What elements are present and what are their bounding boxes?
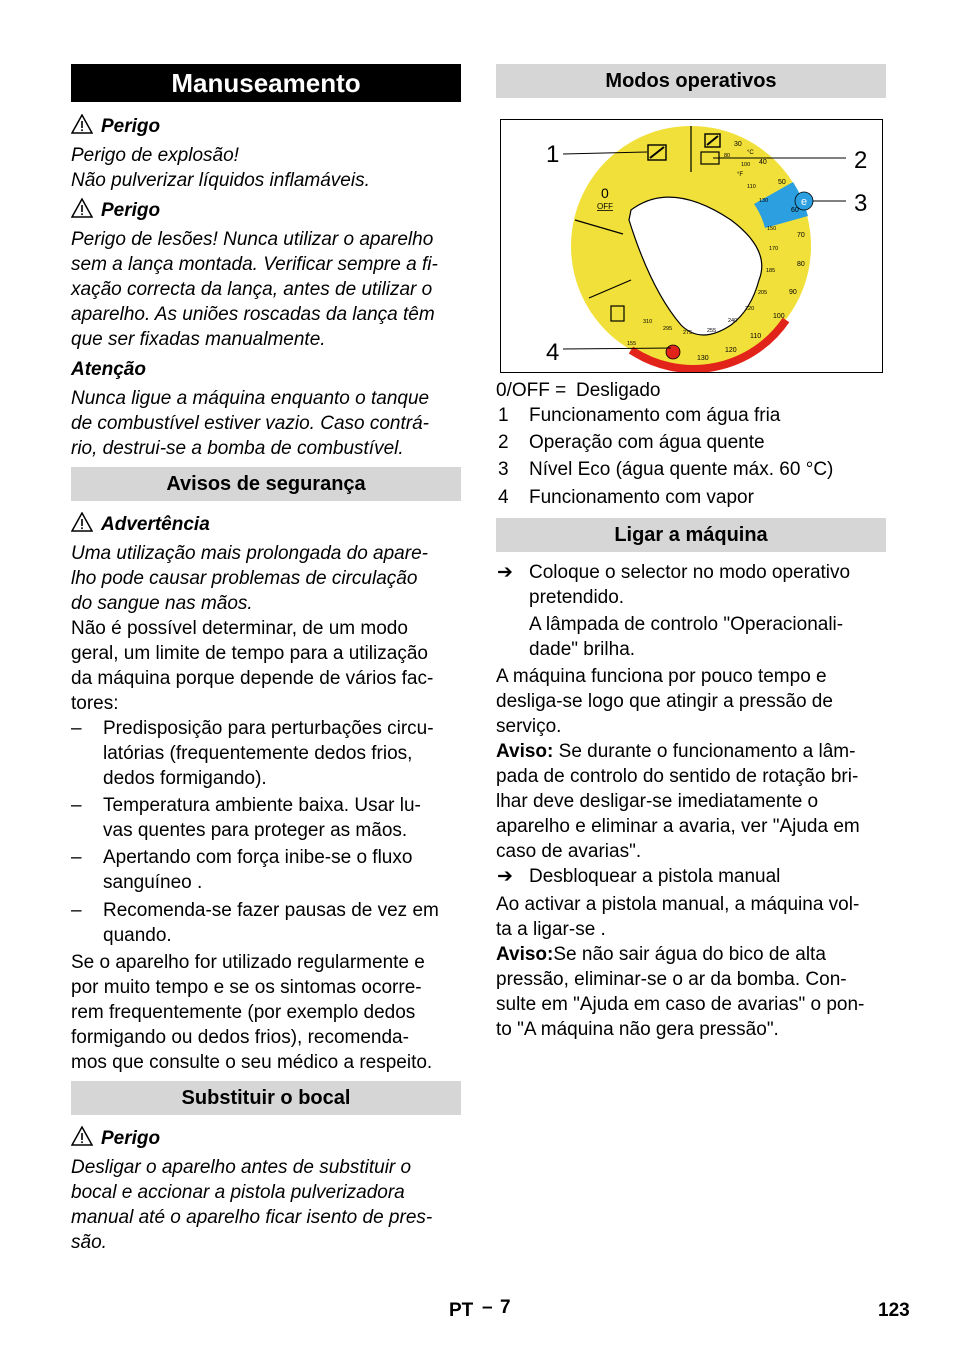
temp-f-label: 110 xyxy=(747,184,756,190)
footer-language: PT xyxy=(449,1300,474,1321)
legend-key: 2 xyxy=(498,432,509,453)
legend-key: 1 xyxy=(498,405,509,426)
footer-dash: – xyxy=(482,1297,493,1318)
list-item: latórias (frequentemente dedos frios, xyxy=(103,743,413,764)
legend-text: Funcionamento com água fria xyxy=(529,405,781,426)
text-line: pressão, eliminar-se o ar da bomba. Con- xyxy=(496,969,847,990)
warning-triangle-icon xyxy=(71,114,93,134)
section-heading-modes: Modos operativos xyxy=(496,64,886,98)
text-line: de combustível estiver vazio. Caso contrá- xyxy=(71,413,429,434)
warning-triangle-icon xyxy=(71,512,93,532)
text-line: sulte em "Ajuda em caso de avarias" o pon- xyxy=(496,994,865,1015)
section-heading-nozzle: Substituir o bocal xyxy=(71,1081,461,1115)
legend-text: Funcionamento com vapor xyxy=(529,487,754,508)
legend-key: 3 xyxy=(498,459,509,480)
legend-key: 4 xyxy=(498,487,509,508)
notice-label: Aviso: xyxy=(496,944,554,965)
temp-c-label: 100 xyxy=(773,313,785,320)
temp-c-label: 90 xyxy=(789,289,797,296)
warning-triangle-icon xyxy=(71,198,93,218)
text-line: Desligar o aparelho antes de substituir o xyxy=(71,1157,412,1178)
text-line: manual até o aparelho ficar isento de pres- xyxy=(71,1207,433,1228)
text-line: Desbloquear a pistola manual xyxy=(529,866,781,887)
text-line: dade" brilha. xyxy=(529,639,636,660)
temp-f-label: 205 xyxy=(758,290,768,296)
notice-text: Se não sair água do bico de alta xyxy=(553,944,826,965)
temp-f-label: 170 xyxy=(769,246,779,252)
list-dash: – xyxy=(71,900,82,921)
text-line: A lâmpada de controlo "Operacionali- xyxy=(529,614,844,635)
off-label: OFF xyxy=(597,202,613,211)
temp-c-label: 130 xyxy=(697,355,709,362)
steam-icon xyxy=(666,345,680,359)
page-title: Manuseamento xyxy=(71,64,461,102)
temp-c-label: 80 xyxy=(797,261,805,268)
text-line: Nunca ligue a máquina enquanto o tanque xyxy=(71,388,430,409)
text-line: Uma utilização mais prolongada do apare- xyxy=(71,543,428,564)
text-line: lhar deve desligar-se imediatamente o xyxy=(496,791,819,812)
legend-text: Nível Eco (água quente máx. 60 °C) xyxy=(529,459,834,480)
text-line: bocal e accionar a pistola pulverizadora xyxy=(71,1182,405,1203)
temp-c-label: 30 xyxy=(734,141,742,148)
text-line: Se o aparelho for utilizado regularmente e xyxy=(71,952,425,973)
warning-label: Advertência xyxy=(101,514,210,535)
temp-f-label: 80 xyxy=(724,153,731,159)
page-number: 123 xyxy=(878,1300,910,1321)
danger-label: Perigo xyxy=(101,116,161,137)
list-item: Temperatura ambiente baixa. Usar lu- xyxy=(103,795,421,816)
temp-c-label: 110 xyxy=(750,333,762,340)
list-item: Apertando com força inibe-se o fluxo xyxy=(103,847,413,868)
arrow-icon: ➔ xyxy=(497,866,513,887)
text-line: pretendido. xyxy=(529,587,625,608)
text-line: ta a ligar-se . xyxy=(496,919,606,940)
list-item: dedos formigando). xyxy=(103,768,267,789)
warning-triangle-icon xyxy=(71,1126,93,1146)
text-line: rem frequentemente (por exemplo dedos xyxy=(71,1002,416,1023)
text-line: são. xyxy=(71,1232,107,1253)
list-item: sanguíneo . xyxy=(103,872,203,893)
danger-label: Perigo xyxy=(101,1128,161,1149)
temp-f-label: 275 xyxy=(683,330,693,336)
text-line: do sangue nas mãos. xyxy=(71,593,253,614)
notice-text: Se durante o funcionamento a lâm- xyxy=(553,741,856,762)
notice-label: Aviso: xyxy=(496,741,554,762)
section-heading-safety: Avisos de segurança xyxy=(71,467,461,501)
list-dash: – xyxy=(71,795,82,816)
temp-f-label: 185 xyxy=(766,268,776,274)
text-line: Ao activar a pistola manual, a máquina vol- xyxy=(496,894,860,915)
text-line: pada de controlo do sentido de rotação bri- xyxy=(496,766,859,787)
danger-heading-3 xyxy=(71,1126,160,1151)
legend-text: Desligado xyxy=(576,380,661,401)
legend-key: 0/OFF = xyxy=(496,380,567,401)
list-item: Recomenda-se fazer pausas de vez em xyxy=(103,900,439,921)
temp-c-label: 50 xyxy=(778,179,786,186)
danger-heading-1 xyxy=(71,114,160,139)
callout-number-1: 1 xyxy=(546,141,560,168)
text-line: Perigo de explosão! xyxy=(71,145,239,166)
list-item: Predisposição para perturbações circu- xyxy=(103,718,434,739)
text-line: aparelho e eliminar a avaria, ver "Ajuda em xyxy=(496,816,860,837)
temp-c-label: 60 xyxy=(791,207,799,214)
list-dash: – xyxy=(71,718,82,739)
temp-f-label: 220 xyxy=(745,306,755,312)
off-zero-label: 0 xyxy=(601,185,609,201)
text-line: to "A máquina não gera pressão". xyxy=(496,1019,779,1040)
notice-line xyxy=(496,942,826,967)
list-item: quando. xyxy=(103,925,172,946)
legend-text: Operação com água quente xyxy=(529,432,765,453)
temp-f-label: 100 xyxy=(741,162,751,168)
warning-heading xyxy=(71,512,210,537)
text-line: formigando ou dedos frios), recomenda- xyxy=(71,1027,409,1048)
temp-f-label: 150 xyxy=(767,226,777,232)
callout-number-2: 2 xyxy=(854,147,868,174)
temp-f-label: 240 xyxy=(728,318,738,324)
attention-label: Atenção xyxy=(71,359,146,380)
temp-f-label: 255 xyxy=(707,328,717,334)
selector-dial-figure xyxy=(500,119,883,373)
text-line: serviço. xyxy=(496,716,562,737)
text-line: da máquina porque depende de vários fac- xyxy=(71,668,434,689)
temp-f-label: 310 xyxy=(643,319,653,325)
text-line: xação correcta da lança, antes de utilizar o xyxy=(71,279,433,300)
footer-subpage: 7 xyxy=(500,1297,511,1318)
section-heading-start: Ligar a máquina xyxy=(496,518,886,552)
callout-number-4: 4 xyxy=(546,339,560,366)
text-line: lho pode causar problemas de circulação xyxy=(71,568,418,589)
eco-label: e xyxy=(800,196,808,208)
text-line: aparelho. As uniões roscadas da lança têm xyxy=(71,304,435,325)
temp-c-label: 120 xyxy=(725,347,737,354)
callout-number-3: 3 xyxy=(854,190,868,217)
text-line: Não pulverizar líquidos inflamáveis. xyxy=(71,170,370,191)
text-line: Não é possível determinar, de um modo xyxy=(71,618,408,639)
temp-f-label: 295 xyxy=(663,326,673,332)
selector-dial-diagram xyxy=(501,120,882,372)
danger-label: Perigo xyxy=(101,200,161,221)
unit-celsius: °C xyxy=(747,150,754,156)
arrow-icon: ➔ xyxy=(497,562,513,583)
temp-f-label: 130 xyxy=(759,198,769,204)
text-line: tores: xyxy=(71,693,119,714)
list-dash: – xyxy=(71,847,82,868)
unit-fahrenheit: °F xyxy=(737,172,744,178)
text-line: que ser fixadas manualmente. xyxy=(71,329,326,350)
text-line: geral, um limite de tempo para a utilização xyxy=(71,643,428,664)
danger-heading-2 xyxy=(71,198,160,223)
text-line: sem a lança montada. Verificar sempre a fi- xyxy=(71,254,438,275)
notice-line xyxy=(496,739,855,764)
text-line: por muito tempo e se os sintomas ocorre- xyxy=(71,977,422,998)
temp-f-label: 155 xyxy=(627,341,637,347)
list-item: vas quentes para proteger as mãos. xyxy=(103,820,408,841)
text-line: desliga-se logo que atingir a pressão de xyxy=(496,691,833,712)
text-line: mos que consulte o seu médico a respeito. xyxy=(71,1052,433,1073)
text-line: rio, destrui-se a bomba de combustível. xyxy=(71,438,404,459)
text-line: Coloque o selector no modo operativo xyxy=(529,562,851,583)
text-line: Perigo de lesões! Nunca utilizar o aparelho xyxy=(71,229,434,250)
text-line: A máquina funciona por pouco tempo e xyxy=(496,666,827,687)
temp-c-label: 70 xyxy=(797,232,805,239)
temp-c-label: 40 xyxy=(759,159,767,166)
text-line: caso de avarias". xyxy=(496,841,642,862)
